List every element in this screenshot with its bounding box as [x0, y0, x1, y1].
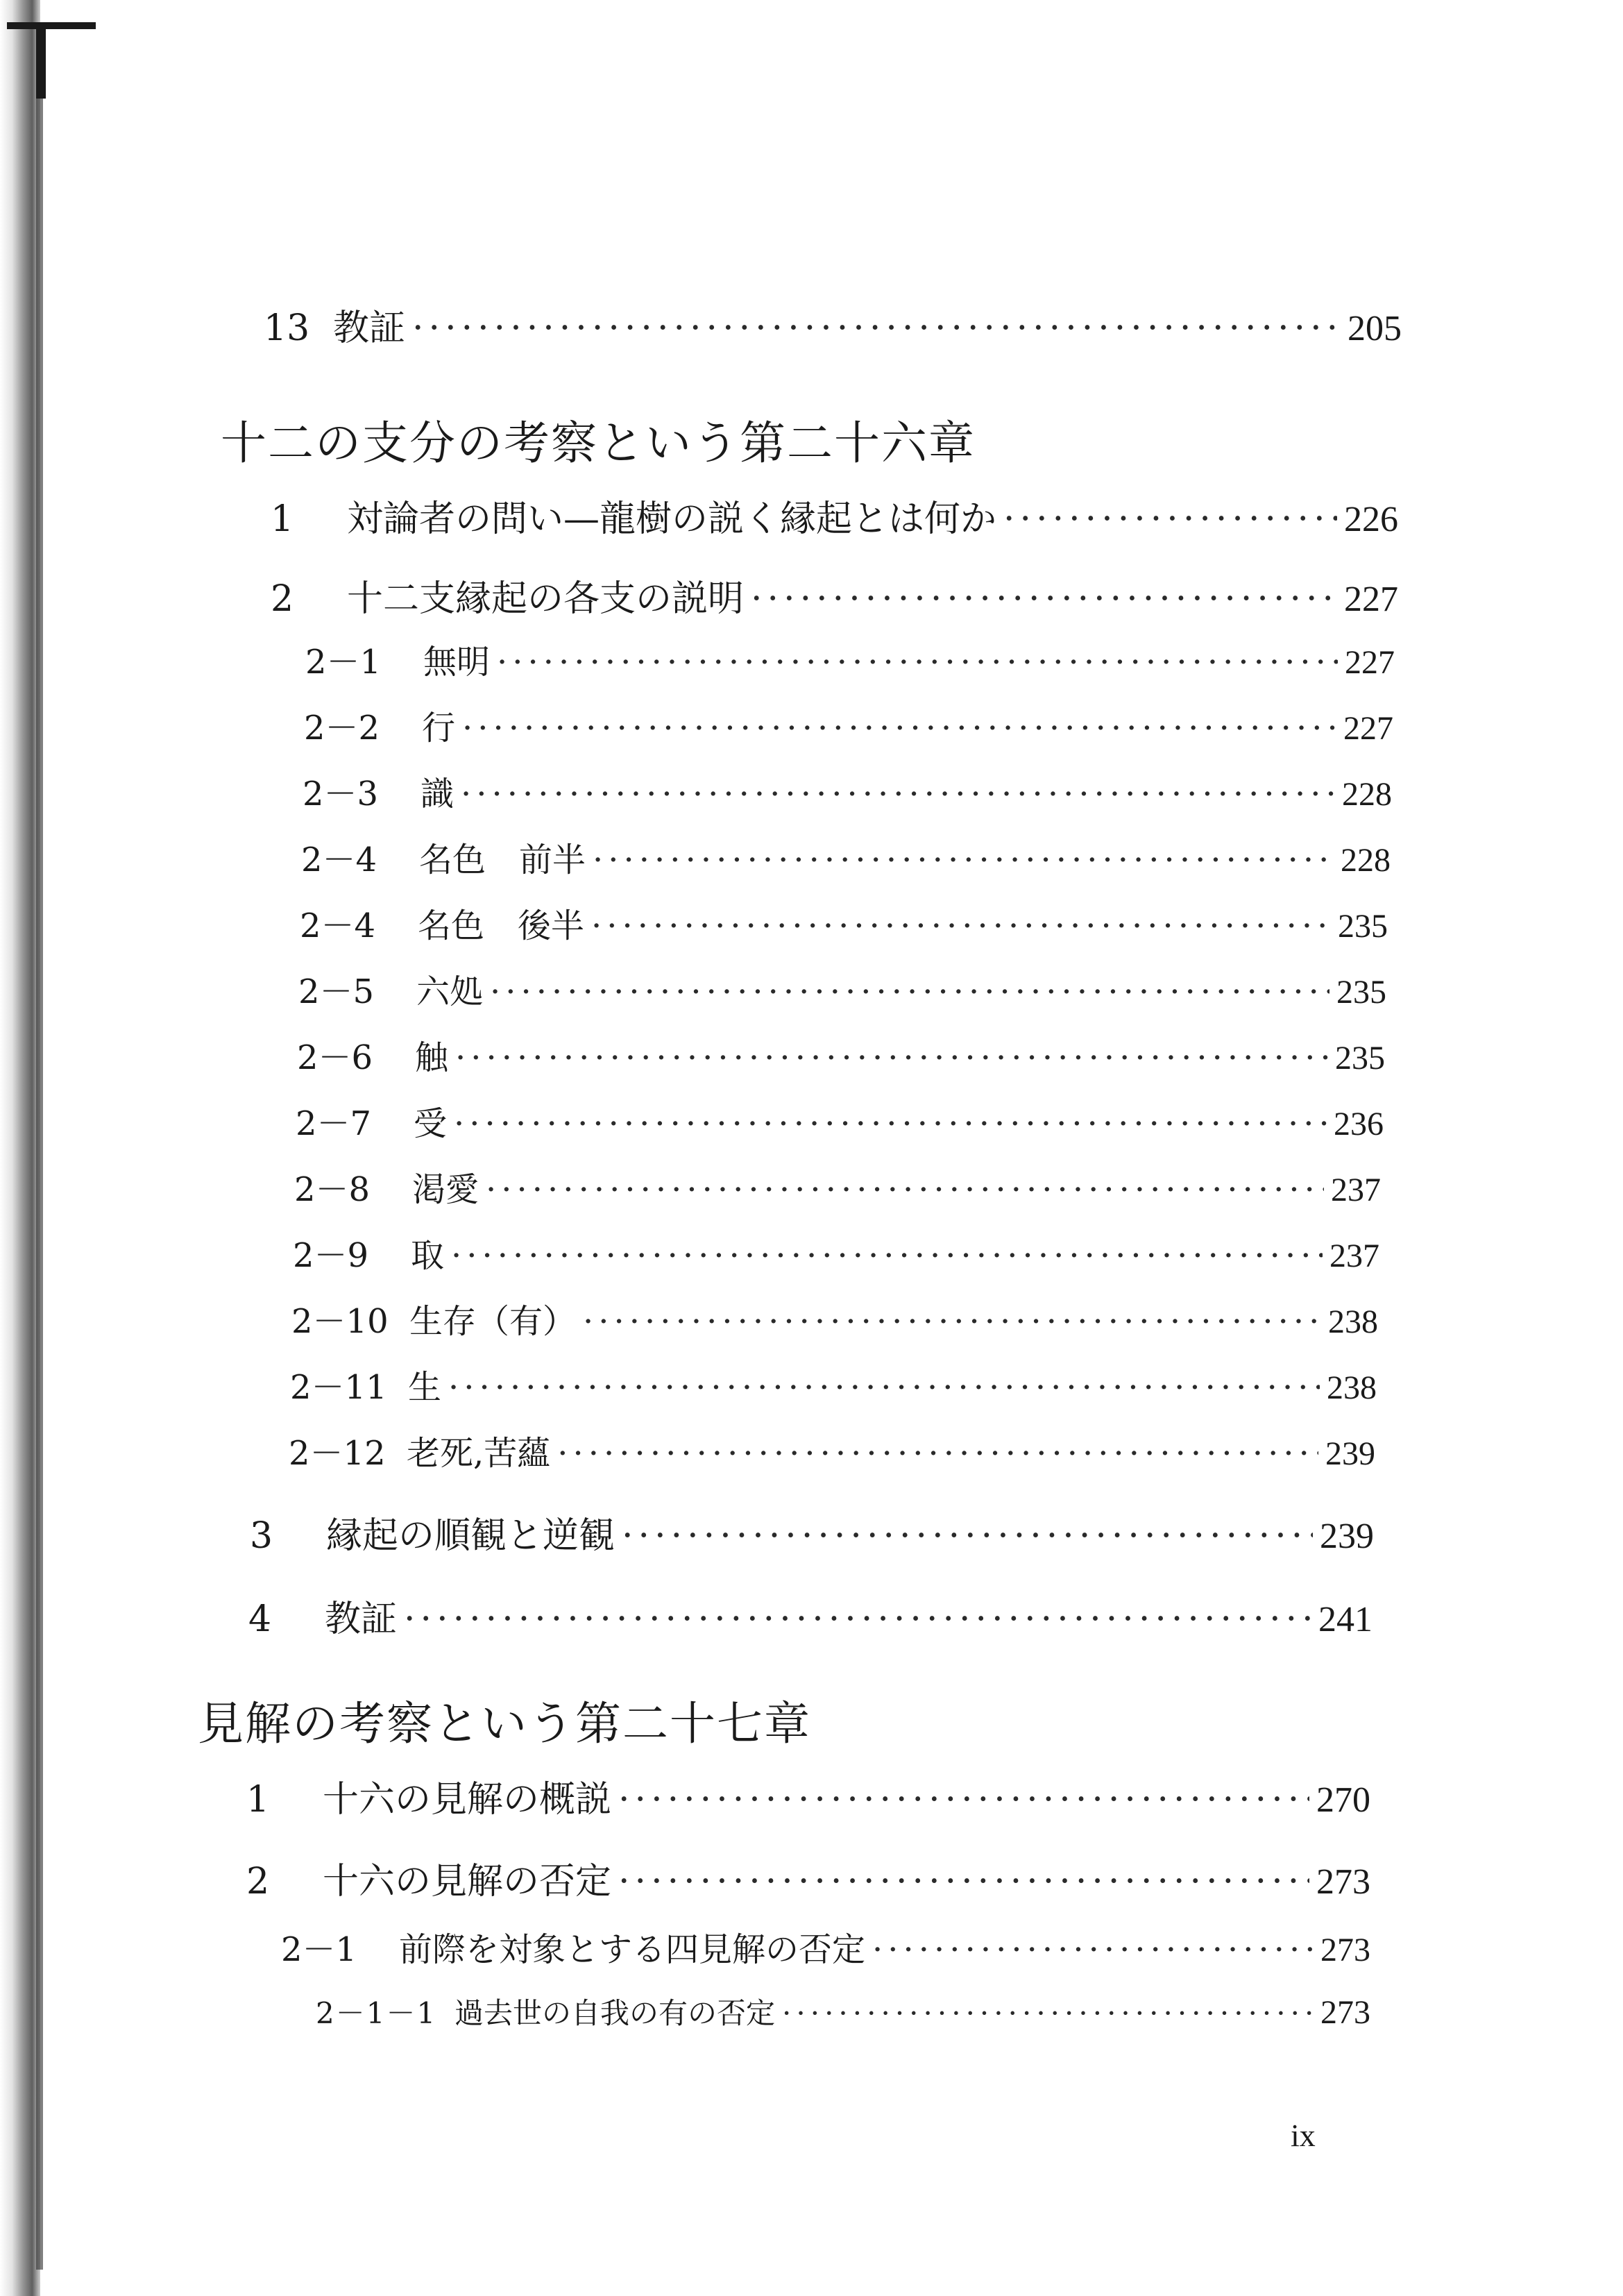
toc-entry	[291, 1294, 1378, 1342]
toc-entry	[300, 899, 1388, 947]
entry-title: 無明	[423, 643, 491, 682]
toc-entry	[289, 1426, 1375, 1474]
toc-entry	[293, 1229, 1379, 1276]
toc-entry	[271, 489, 1398, 541]
toc-entry	[246, 1852, 1370, 1904]
dot-leader	[412, 307, 1341, 349]
entry-page: 239	[1325, 1435, 1375, 1472]
toc-entry	[301, 833, 1391, 881]
entry-title: 名色 前半	[419, 841, 586, 879]
entry-page: 227	[1343, 710, 1393, 747]
entry-number: 2	[246, 1861, 270, 1902]
entry-title: 六処	[416, 972, 484, 1011]
toc-entry	[281, 1923, 1370, 1970]
dot-leader	[461, 775, 1335, 813]
entry-title: 名色 後半	[418, 906, 585, 945]
chapter-heading: 見解の考察という第二十七章	[198, 1697, 811, 1750]
toc-entry	[264, 298, 1402, 351]
dot-leader	[490, 972, 1329, 1011]
entry-page: 273	[1320, 1994, 1370, 2031]
entry-page: 237	[1331, 1172, 1381, 1208]
entry-title: 前際を対象とする四見解の否定	[399, 1930, 866, 1969]
toc-entry	[250, 1506, 1374, 1558]
entry-page: 270	[1316, 1780, 1370, 1820]
entry-number: 2	[271, 578, 294, 620]
dot-leader	[751, 578, 1337, 620]
dot-leader	[451, 1236, 1323, 1275]
entry-number: 3	[250, 1515, 273, 1557]
entry-page: 228	[1342, 776, 1392, 813]
dot-leader	[454, 1104, 1327, 1143]
entry-number: 2－7	[296, 1104, 372, 1143]
entry-title: 生存（有）	[409, 1302, 577, 1341]
entry-title: 識	[420, 775, 454, 813]
dot-leader	[618, 1779, 1309, 1821]
dot-leader	[486, 1170, 1324, 1209]
dot-leader	[872, 1930, 1314, 1969]
entry-title: 取	[411, 1236, 445, 1275]
entry-page: 238	[1327, 1369, 1377, 1406]
dot-leader	[497, 643, 1338, 682]
entry-title: 過去世の自我の有の否定	[454, 1996, 776, 2030]
entry-number: 2－10	[291, 1302, 389, 1341]
entry-number: 1	[246, 1779, 270, 1821]
entry-title: 十六の見解の否定	[323, 1861, 612, 1902]
entry-page: 273	[1316, 1862, 1370, 1902]
entry-number: 2－6	[297, 1038, 373, 1077]
entry-page: 235	[1336, 974, 1386, 1011]
dot-leader	[583, 1302, 1321, 1341]
entry-number: 2－1－1	[316, 1996, 437, 2030]
dot-leader	[618, 1861, 1309, 1902]
dot-leader	[455, 1038, 1328, 1077]
entry-page: 235	[1338, 908, 1388, 945]
dot-leader	[404, 1598, 1311, 1640]
entry-page: 236	[1334, 1106, 1384, 1142]
toc-entry	[304, 701, 1393, 749]
toc-entry	[305, 635, 1395, 683]
entry-title: 教証	[325, 1598, 398, 1640]
toc-entry	[316, 1991, 1370, 2032]
entry-page: 205	[1348, 309, 1402, 348]
toc-entry	[294, 1163, 1381, 1210]
toc-entry	[290, 1360, 1377, 1408]
toc-entry	[246, 1770, 1370, 1822]
entry-title: 対論者の問い—龍樹の説く縁起とは何か	[347, 498, 997, 540]
toc-entry	[297, 1031, 1385, 1079]
entry-page: 228	[1341, 842, 1391, 879]
entry-title: 行	[422, 709, 456, 748]
toc-entry	[248, 1589, 1373, 1641]
toc-entry	[296, 1097, 1384, 1145]
entry-number: 1	[271, 498, 294, 540]
entry-title: 十六の見解の概説	[323, 1779, 612, 1821]
dot-leader	[782, 1996, 1314, 2030]
entry-title: 渇愛	[412, 1170, 479, 1209]
dot-leader	[1003, 498, 1337, 540]
entry-number: 13	[264, 307, 310, 349]
entry-title: 生	[408, 1368, 442, 1407]
entry-number: 2－5	[298, 972, 375, 1011]
entry-number: 2－8	[294, 1170, 371, 1209]
entry-page: 239	[1320, 1517, 1374, 1556]
entry-number: 2－12	[289, 1434, 386, 1473]
entry-page: 241	[1318, 1600, 1373, 1639]
toc-entry	[298, 965, 1386, 1013]
entry-number: 4	[248, 1598, 272, 1640]
dot-leader	[462, 709, 1336, 748]
dot-leader	[591, 906, 1331, 945]
entry-page: 273	[1320, 1932, 1370, 1968]
page-number: ix	[1291, 2118, 1316, 2153]
entry-number: 2－9	[293, 1236, 369, 1275]
entry-number: 2－4	[300, 906, 376, 945]
entry-number: 2－2	[304, 709, 380, 748]
entry-page: 227	[1344, 580, 1398, 619]
entry-title: 老死,苦蘊	[407, 1434, 551, 1473]
toc-entry	[271, 569, 1398, 621]
entry-page: 237	[1329, 1238, 1379, 1274]
entry-number: 2－4	[301, 841, 377, 879]
entry-page: 238	[1328, 1303, 1378, 1340]
entry-title: 教証	[333, 307, 406, 349]
entry-page: 226	[1344, 500, 1398, 539]
entry-title: 触	[415, 1038, 449, 1077]
entry-title: 縁起の順観と逆観	[326, 1515, 615, 1557]
entry-title: 十二支縁起の各支の説明	[347, 578, 745, 620]
entry-title: 受	[414, 1104, 448, 1143]
entry-number: 2－11	[290, 1368, 387, 1407]
chapter-heading: 十二の支分の考察という第二十六章	[221, 416, 976, 470]
entry-number: 2－3	[303, 775, 379, 813]
entry-number: 2－1	[281, 1930, 357, 1969]
entry-number: 2－1	[305, 643, 382, 682]
entry-page: 227	[1345, 644, 1395, 681]
dot-leader	[448, 1368, 1320, 1407]
toc-entry	[303, 767, 1392, 815]
dot-leader	[593, 841, 1334, 879]
entry-page: 235	[1335, 1040, 1385, 1077]
dot-leader	[622, 1515, 1313, 1557]
dot-leader	[557, 1434, 1318, 1473]
